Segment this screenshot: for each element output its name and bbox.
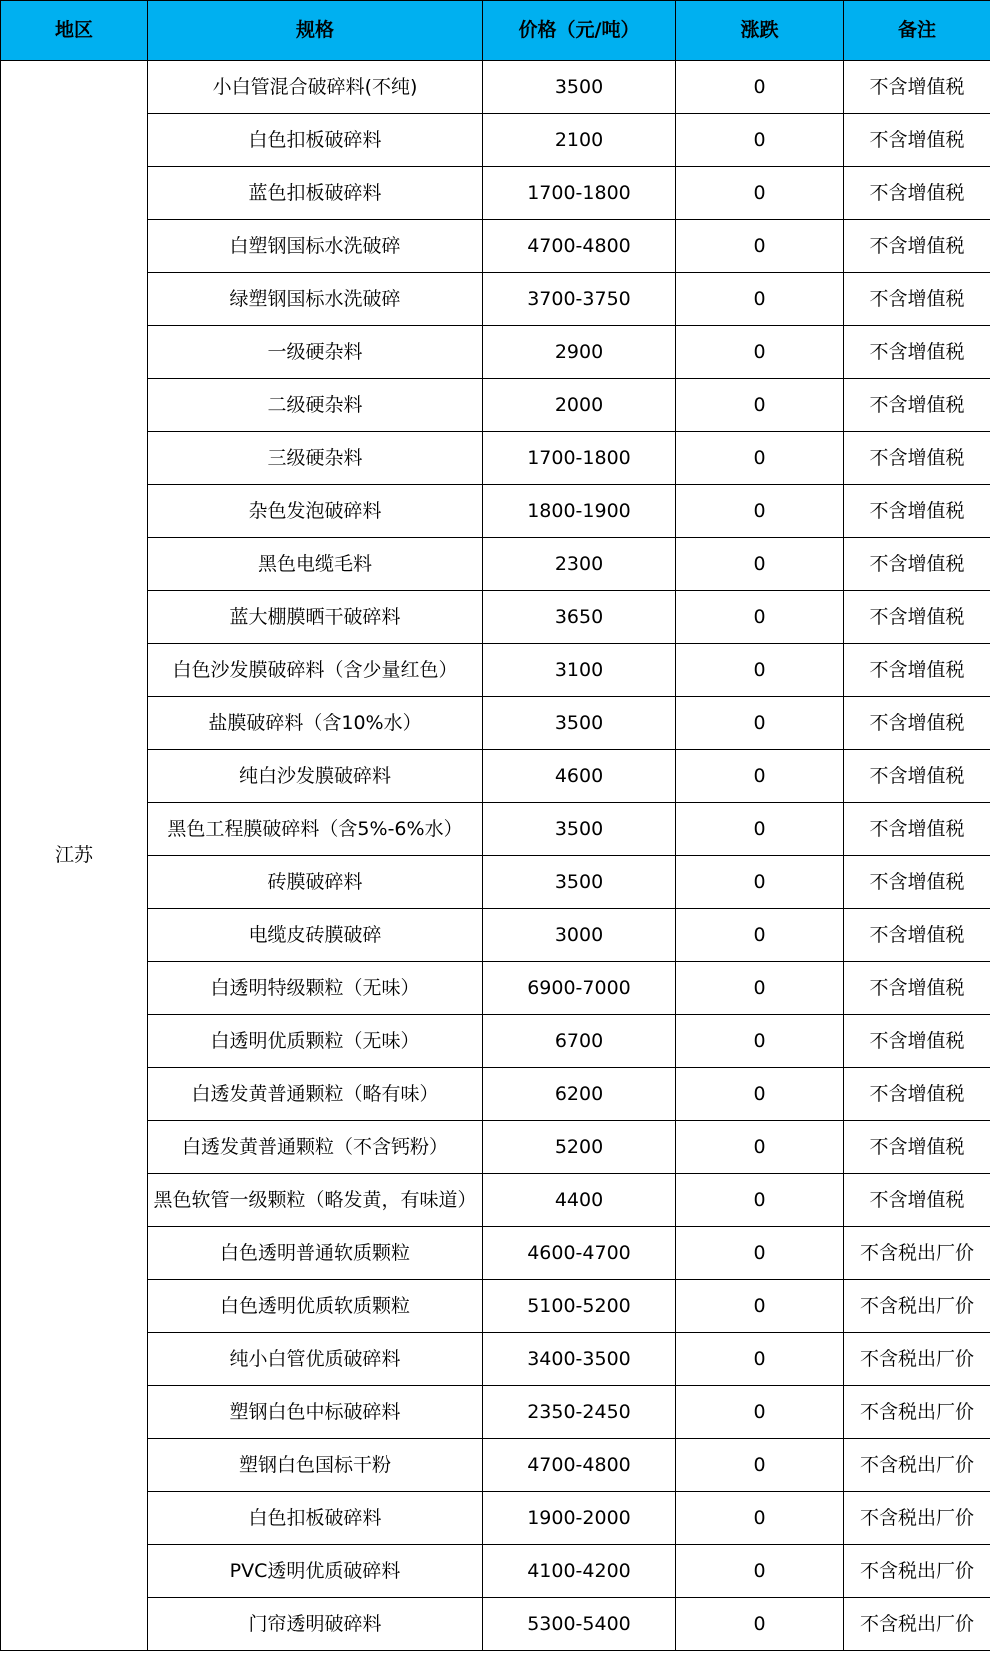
price-cell: 3500 [483, 856, 676, 909]
table-row [1, 697, 990, 750]
table-row [1, 1492, 990, 1545]
change-cell: 0 [676, 1121, 844, 1174]
change-cell: 0 [676, 167, 844, 220]
price-cell: 4100-4200 [483, 1545, 676, 1598]
note-cell: 不含增值税 [844, 962, 990, 1015]
price-cell: 1700-1800 [483, 432, 676, 485]
price-cell: 1900-2000 [483, 1492, 676, 1545]
change-cell: 0 [676, 538, 844, 591]
table-row [1, 432, 990, 485]
table-row [1, 61, 990, 114]
change-cell: 0 [676, 1068, 844, 1121]
price-cell: 4400 [483, 1174, 676, 1227]
note-cell: 不含增值税 [844, 1068, 990, 1121]
spec-cell: 二级硬杂料 [148, 379, 483, 432]
price-cell: 2350-2450 [483, 1386, 676, 1439]
spec-cell: 绿塑钢国标水洗破碎 [148, 273, 483, 326]
price-cell: 3700-3750 [483, 273, 676, 326]
spec-cell: 纯白沙发膜破碎料 [148, 750, 483, 803]
change-cell: 0 [676, 1598, 844, 1651]
change-cell: 0 [676, 1386, 844, 1439]
table-row [1, 1333, 990, 1386]
spec-cell: 电缆皮砖膜破碎 [148, 909, 483, 962]
price-cell: 3500 [483, 697, 676, 750]
note-cell: 不含税出厂价 [844, 1280, 990, 1333]
table-row [1, 750, 990, 803]
spec-cell: 白透明优质颗粒（无味） [148, 1015, 483, 1068]
price-cell: 2900 [483, 326, 676, 379]
spec-cell: 白透发黄普通颗粒（略有味） [148, 1068, 483, 1121]
price-cell: 5300-5400 [483, 1598, 676, 1651]
change-cell: 0 [676, 379, 844, 432]
spec-cell: PVC透明优质破碎料 [148, 1545, 483, 1598]
header-price: 价格（元/吨） [483, 1, 676, 61]
note-cell: 不含增值税 [844, 1015, 990, 1068]
table-row [1, 1174, 990, 1227]
price-cell: 5200 [483, 1121, 676, 1174]
note-cell: 不含增值税 [844, 167, 990, 220]
spec-cell: 杂色发泡破碎料 [148, 485, 483, 538]
spec-cell: 砖膜破碎料 [148, 856, 483, 909]
spec-cell: 盐膜破碎料（含10%水） [148, 697, 483, 750]
price-cell: 2300 [483, 538, 676, 591]
table-row [1, 220, 990, 273]
table-row [1, 1227, 990, 1280]
change-cell: 0 [676, 697, 844, 750]
price-cell: 3650 [483, 591, 676, 644]
change-cell: 0 [676, 1333, 844, 1386]
change-cell: 0 [676, 1280, 844, 1333]
change-cell: 0 [676, 485, 844, 538]
spec-cell: 白透明特级颗粒（无味） [148, 962, 483, 1015]
change-cell: 0 [676, 750, 844, 803]
note-cell: 不含增值税 [844, 591, 990, 644]
change-cell: 0 [676, 1174, 844, 1227]
table-row [1, 1015, 990, 1068]
price-cell: 4600-4700 [483, 1227, 676, 1280]
change-cell: 0 [676, 591, 844, 644]
price-cell: 6900-7000 [483, 962, 676, 1015]
change-cell: 0 [676, 1545, 844, 1598]
note-cell: 不含增值税 [844, 273, 990, 326]
table-row [1, 962, 990, 1015]
price-cell: 1700-1800 [483, 167, 676, 220]
table-row [1, 1280, 990, 1333]
table-row [1, 1068, 990, 1121]
note-cell: 不含增值税 [844, 114, 990, 167]
table-row [1, 379, 990, 432]
change-cell: 0 [676, 1492, 844, 1545]
note-cell: 不含税出厂价 [844, 1386, 990, 1439]
note-cell: 不含增值税 [844, 697, 990, 750]
note-cell: 不含增值税 [844, 856, 990, 909]
price-cell: 2000 [483, 379, 676, 432]
note-cell: 不含增值税 [844, 538, 990, 591]
note-cell: 不含税出厂价 [844, 1439, 990, 1492]
spec-cell: 黑色软管一级颗粒（略发黄，有味道） [148, 1174, 483, 1227]
price-cell: 4700-4800 [483, 1439, 676, 1492]
note-cell: 不含税出厂价 [844, 1492, 990, 1545]
note-cell: 不含增值税 [844, 644, 990, 697]
spec-cell: 塑钢白色国标干粉 [148, 1439, 483, 1492]
spec-cell: 白塑钢国标水洗破碎 [148, 220, 483, 273]
region-cell: 江苏 [1, 61, 148, 1651]
note-cell: 不含增值税 [844, 803, 990, 856]
price-cell: 3500 [483, 803, 676, 856]
table-row [1, 485, 990, 538]
change-cell: 0 [676, 61, 844, 114]
table-row [1, 114, 990, 167]
note-cell: 不含增值税 [844, 1121, 990, 1174]
table-row [1, 1386, 990, 1439]
change-cell: 0 [676, 644, 844, 697]
note-cell: 不含增值税 [844, 220, 990, 273]
spec-cell: 白色扣板破碎料 [148, 1492, 483, 1545]
spec-cell: 三级硬杂料 [148, 432, 483, 485]
price-cell: 4700-4800 [483, 220, 676, 273]
note-cell: 不含税出厂价 [844, 1545, 990, 1598]
note-cell: 不含税出厂价 [844, 1227, 990, 1280]
table-row [1, 167, 990, 220]
note-cell: 不含增值税 [844, 1174, 990, 1227]
header-region: 地区 [1, 1, 148, 61]
spec-cell: 白色透明普通软质颗粒 [148, 1227, 483, 1280]
table-row [1, 1598, 990, 1651]
change-cell: 0 [676, 856, 844, 909]
table-row [1, 909, 990, 962]
note-cell: 不含增值税 [844, 909, 990, 962]
header-change: 涨跌 [676, 1, 844, 61]
price-cell: 6700 [483, 1015, 676, 1068]
spec-cell: 塑钢白色中标破碎料 [148, 1386, 483, 1439]
table-row [1, 1439, 990, 1492]
table-row [1, 856, 990, 909]
header-note: 备注 [844, 1, 990, 61]
note-cell: 不含增值税 [844, 432, 990, 485]
table-row [1, 644, 990, 697]
change-cell: 0 [676, 962, 844, 1015]
spec-cell: 一级硬杂料 [148, 326, 483, 379]
price-cell: 6200 [483, 1068, 676, 1121]
spec-cell: 白透发黄普通颗粒（不含钙粉） [148, 1121, 483, 1174]
change-cell: 0 [676, 326, 844, 379]
price-cell: 4600 [483, 750, 676, 803]
note-cell: 不含增值税 [844, 750, 990, 803]
price-cell: 3400-3500 [483, 1333, 676, 1386]
table-row [1, 803, 990, 856]
spec-cell: 白色扣板破碎料 [148, 114, 483, 167]
spec-cell: 黑色工程膜破碎料（含5%-6%水） [148, 803, 483, 856]
spec-cell: 白色透明优质软质颗粒 [148, 1280, 483, 1333]
price-cell: 2100 [483, 114, 676, 167]
price-cell: 3100 [483, 644, 676, 697]
spec-cell: 黑色电缆毛料 [148, 538, 483, 591]
note-cell: 不含税出厂价 [844, 1598, 990, 1651]
change-cell: 0 [676, 114, 844, 167]
note-cell: 不含增值税 [844, 61, 990, 114]
note-cell: 不含增值税 [844, 485, 990, 538]
header-row [1, 1, 990, 61]
change-cell: 0 [676, 1227, 844, 1280]
change-cell: 0 [676, 220, 844, 273]
spec-cell: 纯小白管优质破碎料 [148, 1333, 483, 1386]
table-row [1, 1545, 990, 1598]
change-cell: 0 [676, 909, 844, 962]
change-cell: 0 [676, 273, 844, 326]
spec-cell: 白色沙发膜破碎料（含少量红色） [148, 644, 483, 697]
note-cell: 不含增值税 [844, 379, 990, 432]
note-cell: 不含增值税 [844, 326, 990, 379]
spec-cell: 蓝色扣板破碎料 [148, 167, 483, 220]
table-row [1, 326, 990, 379]
price-cell: 5100-5200 [483, 1280, 676, 1333]
change-cell: 0 [676, 1439, 844, 1492]
table-row [1, 591, 990, 644]
price-cell: 3500 [483, 61, 676, 114]
table-row [1, 273, 990, 326]
table-row [1, 538, 990, 591]
price-cell: 1800-1900 [483, 485, 676, 538]
table-row [1, 1121, 990, 1174]
change-cell: 0 [676, 803, 844, 856]
note-cell: 不含税出厂价 [844, 1333, 990, 1386]
spec-cell: 蓝大棚膜晒干破碎料 [148, 591, 483, 644]
spec-cell: 小白管混合破碎料(不纯) [148, 61, 483, 114]
change-cell: 0 [676, 432, 844, 485]
price-cell: 3000 [483, 909, 676, 962]
table-body [1, 61, 990, 1651]
change-cell: 0 [676, 1015, 844, 1068]
header-spec: 规格 [148, 1, 483, 61]
spec-cell: 门帘透明破碎料 [148, 1598, 483, 1651]
